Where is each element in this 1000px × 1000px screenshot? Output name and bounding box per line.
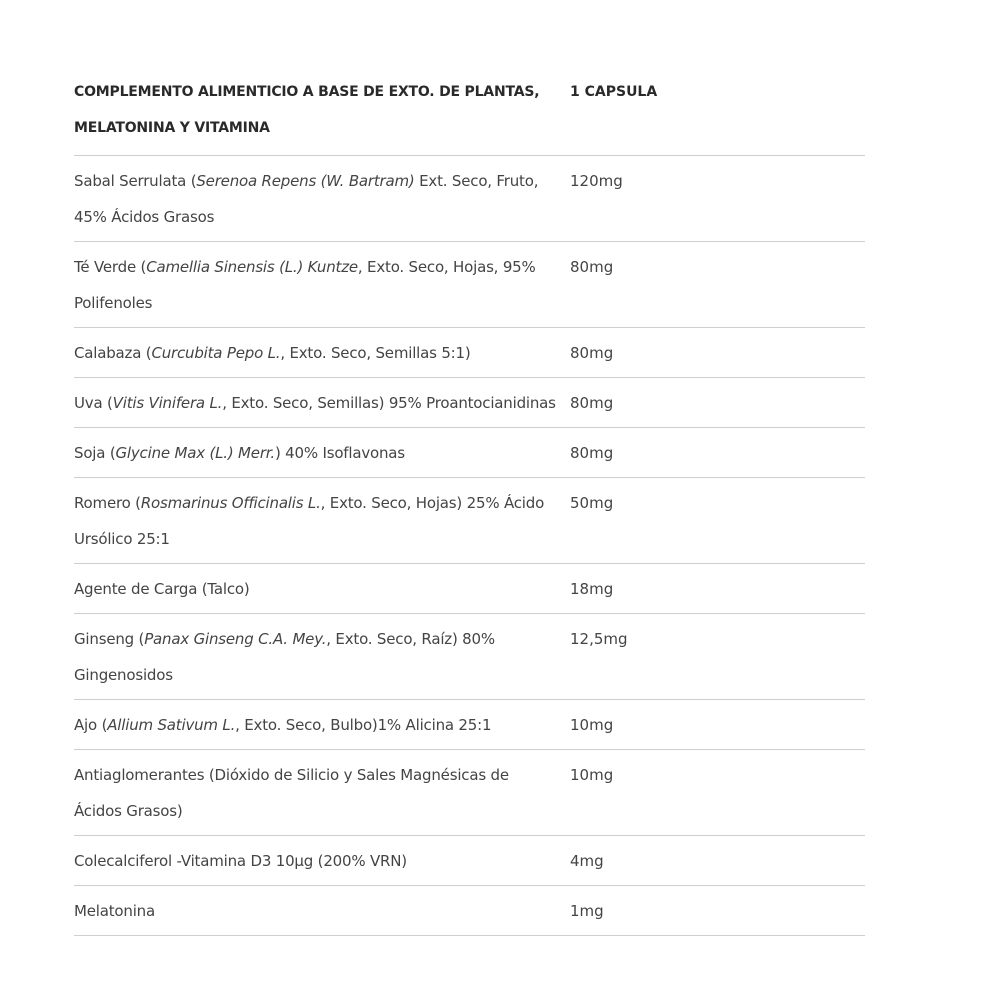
table-row [74,328,865,378]
header-amount: 1 CAPSULA [570,84,658,100]
composition-table [74,74,865,936]
ingredient-cell: Ajo (Allium Sativum L., Exto. Seco, Bulbo)1% Alicina 25:1 [74,716,492,734]
latin-name: Glycine Max (L.) Merr. [115,444,275,462]
header-ingredient: COMPLEMENTO ALIMENTICIO A BASE DE EXTO. DE PLANTAS, MELATONINA Y VITAMINA [74,84,540,136]
amount-cell: 80mg [570,394,614,412]
latin-name: Serenoa Repens (W. Bartram) [196,172,415,190]
ingredient-cell: Sabal Serrulata (Serenoa Repens (W. Bartram) Ext. Seco, Fruto, 45% Ácidos Grasos [74,172,539,226]
table-row [74,156,865,242]
ingredient-cell: Ginseng (Panax Ginseng C.A. Mey., Exto. Seco, Raíz) 80% Gingenosidos [74,630,495,684]
ingredient-cell: Romero (Rosmarinus Officinalis L., Exto. Seco, Hojas) 25% Ácido Ursólico 25:1 [74,494,545,548]
latin-name: Panax Ginseng C.A. Mey. [144,630,327,648]
amount-cell: 80mg [570,344,614,362]
table-header-row [74,74,865,156]
latin-name: Allium Sativum L. [107,716,236,734]
table-row [74,478,865,564]
table-row [74,614,865,700]
ingredient-cell: Soja (Glycine Max (L.) Merr.) 40% Isoflavonas [74,444,405,462]
amount-cell: 1mg [570,902,604,920]
amount-cell: 10mg [570,766,614,784]
table-row [74,700,865,750]
ingredient-cell: Agente de Carga (Talco) [74,580,250,598]
amount-cell: 12,5mg [570,630,628,648]
table-row [74,564,865,614]
ingredient-cell: Uva (Vitis Vinifera L., Exto. Seco, Semillas) 95% Proantocianidinas [74,394,556,412]
ingredient-cell: Colecalciferol -Vitamina D3 10µg (200% VRN) [74,852,407,870]
ingredient-cell: Antiaglomerantes (Dióxido de Silicio y Sales Magnésicas de Ácidos Grasos) [74,766,509,820]
table-row [74,428,865,478]
latin-name: Rosmarinus Officinalis L. [140,494,321,512]
ingredient-cell: Calabaza (Curcubita Pepo L., Exto. Seco, Semillas 5:1) [74,344,471,362]
ingredient-cell: Melatonina [74,902,155,920]
amount-cell: 120mg [570,172,623,190]
amount-cell: 80mg [570,258,614,276]
amount-cell: 80mg [570,444,614,462]
table-row [74,242,865,328]
amount-cell: 50mg [570,494,614,512]
table-row [74,750,865,836]
ingredient-cell: Té Verde (Camellia Sinensis (L.) Kuntze, Exto. Seco, Hojas, 95% Polifenoles [74,258,536,312]
latin-name: Curcubita Pepo L. [151,344,281,362]
amount-cell: 18mg [570,580,614,598]
table-row [74,836,865,886]
amount-cell: 10mg [570,716,614,734]
latin-name: Vitis Vinifera L. [112,394,223,412]
table-row [74,378,865,428]
amount-cell: 4mg [570,852,604,870]
latin-name: Camellia Sinensis (L.) Kuntze [146,258,358,276]
table-row [74,886,865,936]
